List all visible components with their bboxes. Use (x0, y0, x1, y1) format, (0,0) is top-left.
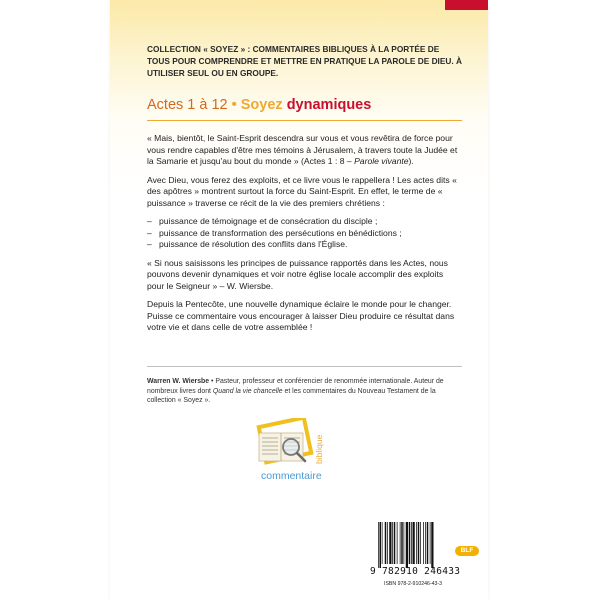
book-title (147, 96, 462, 114)
barcode-bar (378, 522, 379, 568)
barcode-bar (392, 522, 393, 564)
title-acts: Actes 1 à 12 (147, 97, 228, 113)
barcode-bar (401, 522, 403, 564)
barcode-digits: 9 782910 246433 (370, 566, 461, 577)
barcode-bar (400, 522, 401, 564)
red-corner-tab (445, 0, 488, 10)
barcode-bar (427, 522, 429, 564)
bio-text: • Pasteur, professeur et conférencier de renommée internationale. Auteur de nombreux livres dont (147, 378, 444, 395)
quote-text: « Mais, bientôt, le Saint-Esprit descendra sur vous et vous revêtira de force pour vous rendre capables d'être mes témoins à Jérusalem, à travers toute la Judée et la Samarie et jusqu'au bout du monde » (Actes 1 : 8 – (147, 133, 458, 166)
list-item: – puissance de témoignage et de consécration du disciple ; (147, 216, 462, 228)
barcode-bar (409, 522, 411, 564)
barcode-bar (431, 522, 433, 568)
barcode (377, 522, 451, 568)
powers-list (147, 216, 462, 251)
barcode-bar (406, 522, 408, 568)
barcode-bar (382, 522, 383, 564)
paragraph-exploits: Avec Dieu, vous ferez des exploits, et ce livre vous le rappellera ! Les actes dits « des apôtres » montrent surtout la force du Saint-Esprit. En effet, le terme de « puissance » traverse ce récit de la vie des premiers chrétiens : (147, 174, 457, 208)
quote-end: ). (408, 156, 414, 166)
barcode-bar (387, 522, 388, 564)
barcode-bar (380, 522, 382, 568)
title-separator: • (231, 97, 237, 113)
barcode-bar (394, 522, 396, 564)
barcode-bar (430, 522, 431, 564)
barcode-bar (423, 522, 424, 564)
author-bio (147, 377, 462, 406)
list-item: – puissance de transformation des persécutions en bénédictions ; (147, 228, 462, 240)
barcode-bar (404, 522, 405, 564)
barcode-bar (420, 522, 421, 564)
author-name: Warren W. Wiersbe (147, 378, 210, 385)
barcode-bar (397, 522, 398, 564)
title-soyez: Soyez (240, 97, 283, 113)
logo-graphic (250, 418, 340, 486)
barcode-bars (377, 522, 451, 568)
quote-acts (147, 133, 462, 168)
bio-text-end: et les commentaires du Nouveau Testament de la collection « Soyez ». (147, 387, 436, 404)
author-separator (147, 366, 462, 367)
barcode-bar (385, 522, 387, 564)
logo-word-biblique: biblique (314, 434, 324, 464)
quote-source: Parole vivante (354, 156, 409, 166)
collection-intro: COLLECTION « SOYEZ » : COMMENTAIRES BIBLIQUES À LA PORTÉE DE TOUS POUR COMPRENDRE ET METTRE EN PRATIQUE LA PAROLE DE DIEU. À UTILISER SEUL OU EN GROUPE. (147, 44, 462, 78)
barcode-bar (413, 522, 415, 564)
barcode-bar (418, 522, 420, 564)
bio-book: Quand la vie chancelle (212, 387, 283, 395)
title-divider (147, 120, 462, 121)
barcode-bar (416, 522, 417, 564)
barcode-bar (411, 522, 412, 564)
commentaire-biblique-logo (250, 418, 340, 486)
logo-word-commentaire: commentaire (261, 470, 322, 482)
list-item: – puissance de résolution des conflits dans l'Église. (147, 239, 462, 251)
quote-wiersbe: « Si nous saisissons les principes de puissance rapportés dans les Actes, nous pouvons devenir dynamiques et voir notre église locale accomplir des exploits pour le Seigneur » – W. Wiersbe. (147, 257, 448, 291)
isbn-number: ISBN 978-2-910246-43-3 (384, 581, 442, 587)
description (147, 133, 462, 341)
barcode-bar (425, 522, 426, 564)
title-dynamiques: dynamiques (286, 97, 372, 113)
barcode-bar (389, 522, 391, 564)
paragraph-pentecote: Depuis la Pentecôte, une nouvelle dynamique éclaire le monde pour le changer. Puisse ce commentaire vous encourager à laisser Dieu produire ce résultat dans votre vie et dans celle de votre assemblée ! (147, 299, 455, 332)
publisher-logo: BLF (455, 546, 479, 556)
